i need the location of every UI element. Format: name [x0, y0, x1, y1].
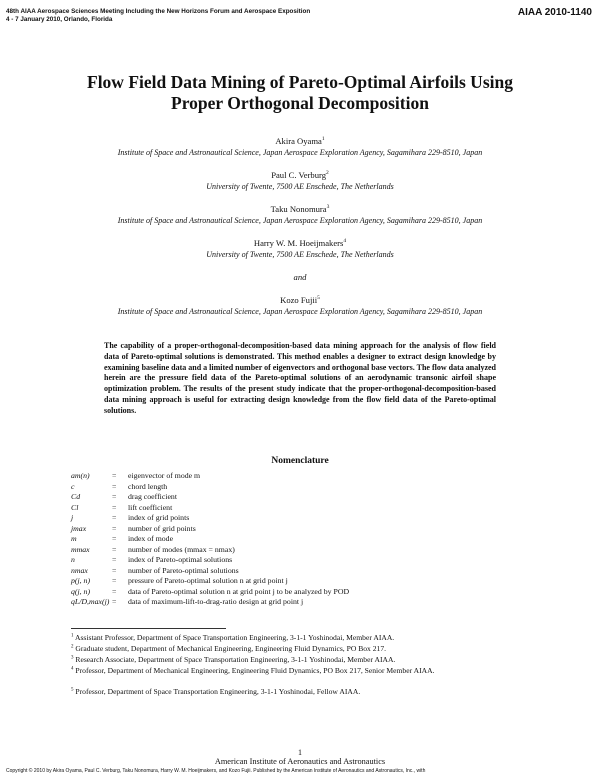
author-affiliation: Institute of Space and Astronautical Science, Japan Aerospace Exploration Agency, Sagamihara 229-8510, Japan: [117, 148, 483, 157]
paper-id: AIAA 2010-1140: [517, 7, 592, 18]
paper-title: [0, 72, 600, 114]
title-line-2: Proper Orthogonal Decomposition: [171, 93, 429, 113]
nomenclature-definition: index of mode: [128, 534, 174, 543]
nomenclature-definition: chord length: [128, 481, 168, 491]
author-affiliation: University of Twente, 7500 AE Enschede, The Netherlands: [206, 250, 394, 259]
nomenclature-equals: =: [112, 481, 117, 491]
nomenclature-definition: data of Pareto-optimal solution n at grid point j to be analyzed by POD: [128, 586, 350, 596]
footnote: $^3$ Research Associate, Department of Space Transportation Engineering, 3-1-1 Yoshinodai, Member AIAA.: [71, 655, 396, 664]
author-name: Harry W. M. Hoeijmakers$^4$: [253, 238, 347, 248]
nomenclature-symbol: am(n): [71, 471, 90, 480]
nomenclature-row: [71, 597, 551, 608]
footnote: $^5$ Professor, Department of Space Transportation Engineering, 3-1-1 Yoshinodai, Fellow AIAA.: [71, 687, 361, 696]
footnote: $^4$ Professor, Department of Mechanical Engineering, Engineering Fluid Dynamics, PO Box 217, Senior Member AIAA.: [71, 666, 435, 675]
and-separator: and: [293, 272, 307, 282]
nomenclature-definition: index of grid points: [128, 513, 190, 522]
nomenclature-equals: =: [112, 513, 117, 522]
nomenclature-row: [71, 503, 551, 514]
nomenclature-row: [71, 587, 551, 598]
nomenclature-equals: =: [112, 555, 117, 564]
nomenclature-equals: =: [112, 534, 117, 543]
nomenclature-symbol: j: [71, 513, 74, 522]
author-name: Taku Nonomura$^3$: [270, 204, 330, 214]
nomenclature-row: [71, 492, 551, 503]
footnote: $^1$ Assistant Professor, Department of Space Transportation Engineering, 3-1-1 Yoshinodai, Member AIAA.: [71, 633, 395, 642]
nomenclature-equals: =: [112, 597, 117, 606]
nomenclature-symbol: Cd: [71, 492, 81, 501]
nomenclature-equals: =: [112, 544, 117, 554]
title-line-1: Flow Field Data Mining of Pareto-Optimal Airfoils Using: [87, 72, 513, 92]
nomenclature-equals: =: [112, 502, 117, 512]
nomenclature-row: [71, 566, 551, 577]
nomenclature-symbol: Cl: [71, 502, 79, 512]
author-name: Kozo Fujii$^5$: [280, 295, 320, 305]
author-affiliation: University of Twente, 7500 AE Enschede, The Netherlands: [206, 182, 394, 191]
nomenclature-equals: =: [112, 492, 117, 501]
nomenclature-definition: number of modes (mmax = nmax): [128, 544, 235, 554]
nomenclature-row: [71, 545, 551, 556]
nomenclature-definition: drag coefficient: [128, 492, 177, 501]
author-name: Paul C. Verburg$^2$: [271, 170, 329, 180]
nomenclature-row: [71, 576, 551, 587]
copyright-line: Copyright © 2010 by Akira Oyama, Paul C. Verburg, Taku Nonomura, Harry W. M. Hoeijmakers, and Kozo Fujii. Published by the American Institute of Aeronautics and Astronautics, Inc., with: [6, 768, 426, 774]
nomenclature-equals: =: [112, 565, 117, 575]
author-affiliation: Institute of Space and Astronautical Science, Japan Aerospace Exploration Agency, Sagamihara 229-8510, Japan: [117, 307, 483, 316]
nomenclature-symbol: c: [71, 481, 75, 491]
nomenclature-symbol: q(j, n): [71, 586, 91, 596]
nomenclature-definition: index of Pareto-optimal solutions: [128, 555, 233, 564]
publisher-line: American Institute of Aeronautics and Astronautics: [214, 757, 386, 766]
nomenclature-symbol: n: [71, 555, 75, 564]
nomenclature-symbol: qL/D,max(j): [71, 597, 110, 606]
author-affiliation: Institute of Space and Astronautical Science, Japan Aerospace Exploration Agency, Sagamihara 229-8510, Japan: [117, 216, 483, 225]
nomenclature-definition: number of Pareto-optimal solutions: [128, 565, 239, 575]
nomenclature-symbol: nmax: [71, 565, 88, 575]
conference-header: [6, 8, 310, 24]
nomenclature-definition: eigenvector of mode m: [128, 471, 201, 480]
conference-line-1: 48th AIAA Aerospace Sciences Meeting Including the New Horizons Forum and Aerospace Exposition: [6, 8, 311, 15]
nomenclature-row: [71, 534, 551, 545]
nomenclature-symbol: m: [71, 534, 77, 543]
nomenclature-row: [71, 524, 551, 535]
nomenclature-definition: pressure of Pareto-optimal solution n at grid point j: [128, 576, 288, 585]
nomenclature-equals: =: [112, 471, 117, 480]
footnote: $^2$ Graduate student, Department of Mechanical Engineering, Engineering Fluid Dynamics, PO Box 217.: [71, 644, 387, 653]
nomenclature-equals: =: [112, 576, 117, 585]
nomenclature-row: [71, 471, 551, 482]
footnote-rule: [71, 628, 226, 629]
nomenclature-equals: =: [112, 586, 117, 596]
nomenclature-definition: data of maximum-lift-to-drag-ratio design at grid point j: [128, 597, 304, 606]
author-name: Akira Oyama$^1$: [275, 136, 325, 146]
page-number: 1: [298, 748, 302, 757]
conference-line-2: 4 - 7 January 2010, Orlando, Florida: [6, 16, 113, 23]
nomenclature-heading: Nomenclature: [271, 456, 329, 466]
nomenclature-definition: lift coefficient: [128, 502, 173, 512]
nomenclature-row: [71, 555, 551, 566]
nomenclature-symbol: mmax: [71, 544, 90, 554]
nomenclature-symbol: p(j, n): [71, 576, 91, 585]
nomenclature-row: [71, 513, 551, 524]
nomenclature-row: [71, 482, 551, 493]
abstract: The capability of a proper-orthogonal-decomposition-based data mining approach for the analysis of flow field data of Pareto-optimal solutions is demonstrated. This method enables a designer to extract design knowledge by examining baseline data and a limited number of eigenvectors and orthogonal base vectors. The flow data analyzed herein are the pressure field data of the Pareto-optimal solutions of an aerodynamic transonic airfoil shape optimization problem. The results of the present study indicate that the proper-orthogonal-decomposition-based data mining approach is useful for extracting design knowledge from the flow field data of the Pareto-optimal solutions.: [104, 341, 496, 415]
nomenclature-equals: =: [112, 523, 117, 533]
nomenclature-symbol: jmax: [71, 523, 87, 533]
nomenclature-definition: number of grid points: [128, 523, 196, 533]
